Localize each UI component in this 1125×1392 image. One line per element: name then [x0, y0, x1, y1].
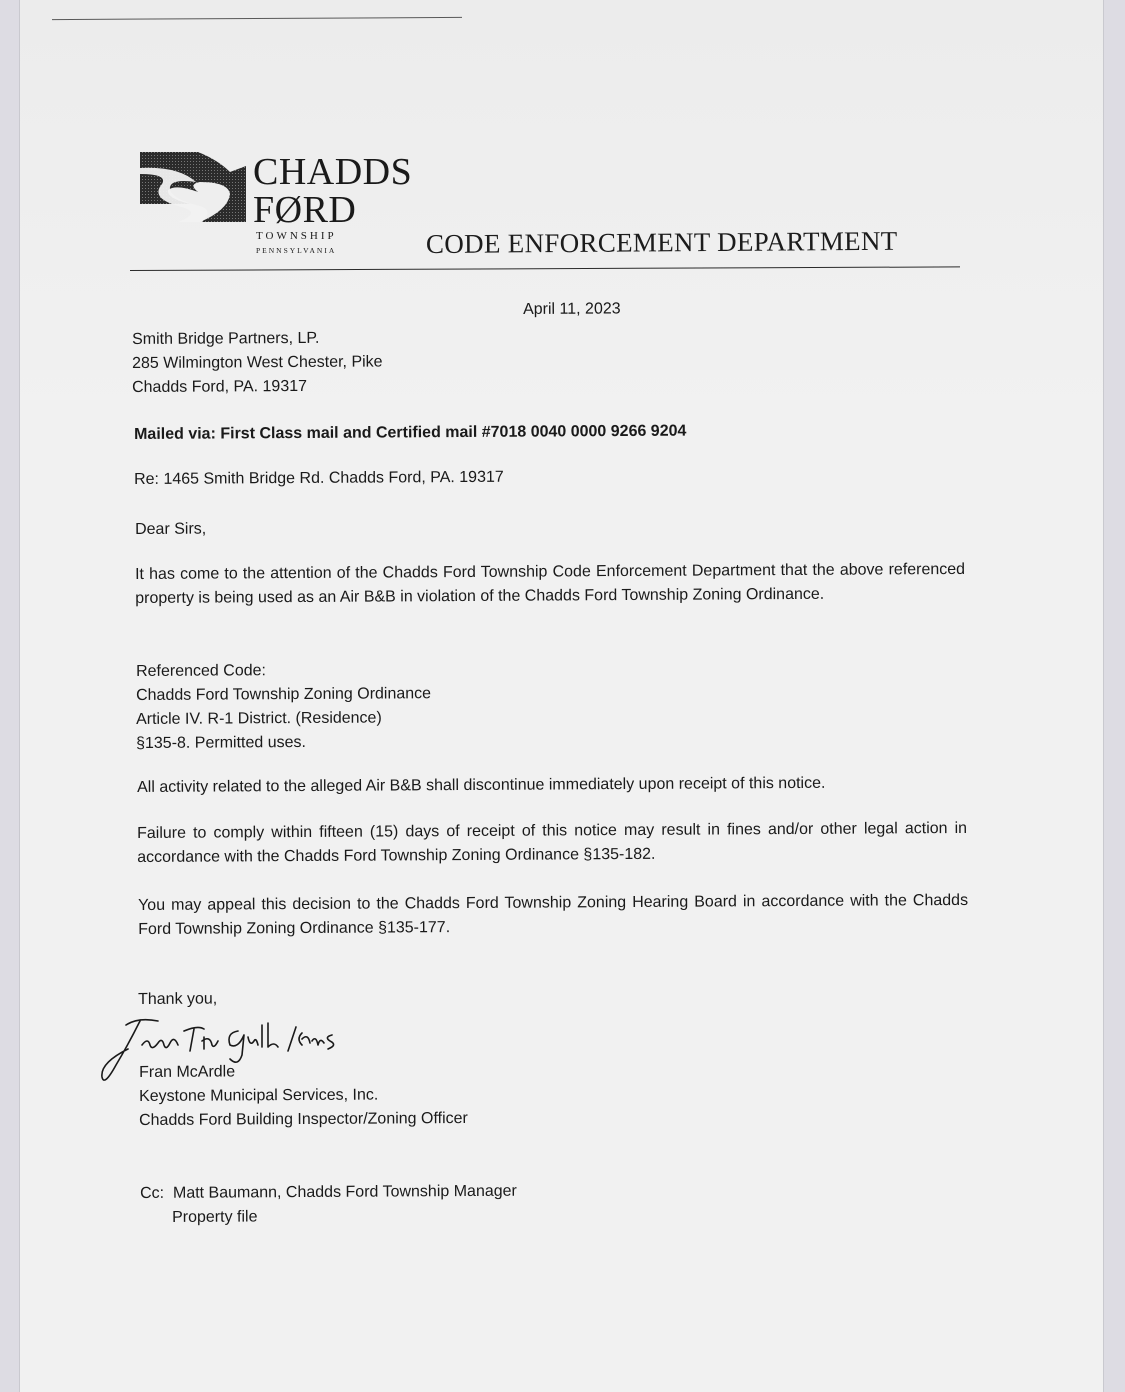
logo-state-text: PENNSYLVANIA	[256, 246, 337, 255]
body-paragraph-1: It has come to the attention of the Chadds Ford Township Code Enforcement Department that the above referenced property is being used as an Air B&B in violation of the Chadds Ford Township Zoning Ordinance.	[135, 560, 966, 607]
logo-township-text: TOWNSHIP	[256, 230, 337, 242]
department-title: CODE ENFORCEMENT DEPARTMENT	[425, 225, 898, 259]
closing: Thank you,	[138, 990, 218, 1008]
logo-ford-text: FØRD	[253, 189, 357, 231]
re-line: Re: 1465 Smith Bridge Rd. Chadds Ford, PA. 19317	[134, 468, 504, 488]
township-logo	[138, 148, 428, 268]
referenced-code-ordinance: Chadds Ford Township Zoning Ordinance	[136, 685, 432, 704]
cc-property-file: Property file	[172, 1208, 258, 1226]
recipient-city: Chadds Ford, PA. 19317	[132, 377, 308, 396]
mailing-method: Mailed via: First Class mail and Certified mail #7018 0040 0000 9266 9204	[134, 422, 687, 443]
referenced-code-label: Referenced Code:	[136, 662, 266, 680]
cc-recipient: Cc: Matt Baumann, Chadds Ford Township Manager	[140, 1182, 517, 1202]
signer-company: Keystone Municipal Services, Inc.	[139, 1086, 379, 1105]
body-paragraph-2: All activity related to the alleged Air B&B shall discontinue immediately upon receipt of this notice.	[137, 774, 826, 796]
top-scan-rule	[52, 17, 462, 20]
body-paragraph-4: You may appeal this decision to the Chadds Ford Township Zoning Hearing Board in accordance with the Chadds Ford Township Zoning Ordinance §135-177.	[138, 891, 969, 938]
referenced-code-section: §135-8. Permitted uses.	[136, 733, 306, 752]
letter-date: April 11, 2023	[523, 300, 621, 318]
river-logo-icon	[138, 148, 250, 228]
referenced-code-article: Article IV. R-1 District. (Residence)	[136, 709, 382, 728]
recipient-street: 285 Wilmington West Chester, Pike	[132, 353, 383, 372]
logo-chadds-text: CHADDS	[253, 151, 413, 193]
body-paragraph-3: Failure to comply within fifteen (15) days of receipt of this notice may result in fines and/or other legal action in accordance with the Chadds Ford Township Zoning Ordinance §135-182.	[137, 819, 968, 866]
recipient-name: Smith Bridge Partners, LP.	[132, 329, 320, 348]
signer-title: Chadds Ford Building Inspector/Zoning Officer	[139, 1109, 468, 1129]
signer-name: Fran McArdle	[139, 1063, 236, 1081]
salutation: Dear Sirs,	[135, 520, 207, 538]
